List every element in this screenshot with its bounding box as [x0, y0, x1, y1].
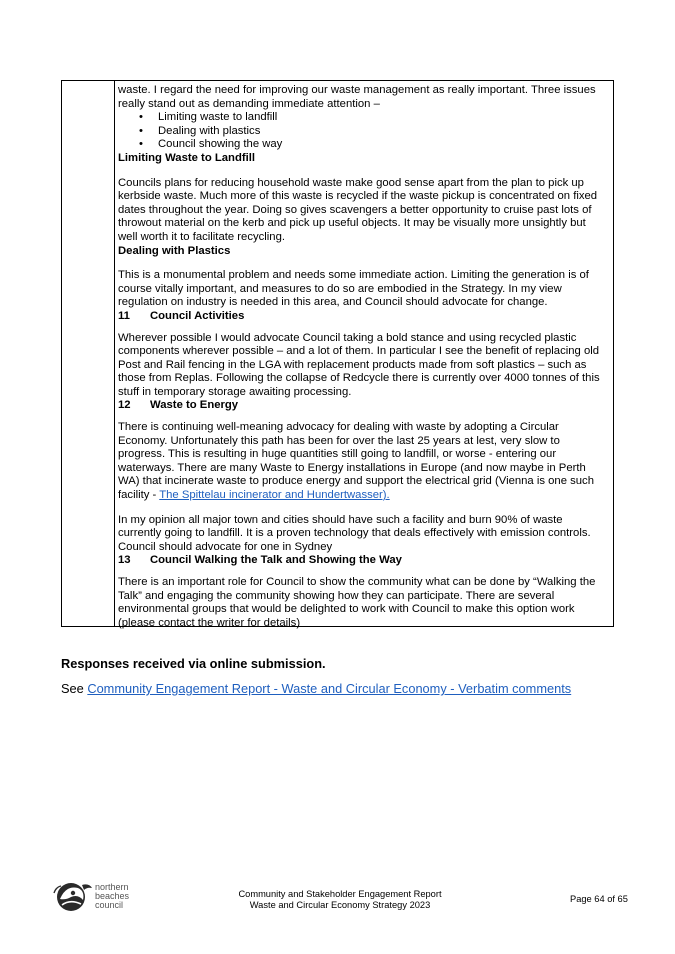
plastics-paragraph: This is a monumental problem and needs some immediate action. Limiting the generation is of course vitally important, and measures to do so are embodied in the Strategy. In my view regulation on industry is needed in this area, and Council should advocate for change. — [118, 269, 589, 309]
submission-text-cell — [118, 84, 605, 630]
energy-paragraph — [118, 421, 605, 503]
intro-paragraph: waste. I regard the need for improving our waste management as really important. Three issues really stand out as demanding immediate attention – — [118, 84, 596, 110]
section-title: Council Walking the Talk and Showing the Way — [150, 554, 402, 567]
section-title: Council Activities — [150, 309, 245, 322]
footer-title — [210, 889, 470, 911]
list-item: • Limiting waste to landfill — [158, 111, 605, 125]
limiting-heading: Limiting Waste to Landfill — [118, 151, 256, 164]
logo-line: northern — [95, 882, 129, 892]
section-12-heading — [118, 399, 605, 413]
section-number: 13 — [118, 554, 131, 567]
submission-table — [61, 80, 614, 627]
walking-paragraph: There is an important role for Council to show the community what can be done by “Walking the Talk” and engaging the community showing how they can participate. There are several environmental groups that would be delighted to work with Council to make this option work (please contact the writer for details) — [118, 576, 596, 629]
council-activities-paragraph: Wherever possible I would advocate Council taking a bold stance and using recycled plastic components wherever possible – and a lot of them. In particular I see the benefit of replacing old Post and Rail fencing in the LGA with replacement products made from soft plastics – such as those from Replas. Following the collapse of Redcycle there is currently over 4000 tonnes of this stuff in temporary storage awaiting processing. — [118, 331, 600, 398]
limiting-paragraph: Councils plans for reducing household waste make good sense apart from the plan to pick up kerbside waste. Much more of this waste is recycled if the waste pickup is concentrated on fixed dates throughout the year. Doing so gives scavengers a better opportunity to cruise past lots of throwout material on the kerb and pick up useful objects. It may be visually more unsightly but well worth it to facilitate recycling. — [118, 176, 598, 243]
council-logo-text — [95, 883, 129, 910]
verbatim-comments-link[interactable]: Community Engagement Report - Waste and Circular Economy - Verbatim comments — [87, 681, 572, 696]
responses-heading: Responses received via online submission. — [61, 656, 326, 671]
council-logo-icon — [52, 879, 94, 913]
logo-line: council — [95, 900, 124, 910]
opinion-paragraph: In my opinion all major town and cities should have such a facility and burn 90% of waste currently going to landfill. It is a proven technology that deals effectively with emission controls. Council should advocate for one in Sydney — [118, 513, 591, 553]
footer-strategy-name: Waste and Circular Economy Strategy 2023 — [249, 900, 431, 910]
column-divider — [114, 81, 115, 626]
section-title: Waste to Energy — [150, 399, 239, 412]
plastics-heading: Dealing with Plastics — [118, 244, 231, 257]
section-number: 12 — [118, 399, 131, 412]
section-13-heading — [118, 554, 605, 568]
list-item: • Council showing the way — [158, 138, 605, 152]
energy-text: There is continuing well-meaning advocacy for dealing with waste by adopting a Circular Economy. Unfortunately this path has been for over the last 25 years at lest, very slow to progress. This is resulting in huge quantities still going to landfill, or worse - entering our waterways. There are many Waste to Energy installations in Europe (and now maybe in Perth WA) that incinerate waste to produce energy and support the electrical grid (Vienna is one such facility - — [118, 421, 594, 502]
see-prefix: See — [61, 681, 88, 696]
section-number: 11 — [118, 309, 130, 322]
spittelau-link[interactable]: The Spittelau incinerator and Hundertwasser). — [159, 489, 390, 502]
see-line — [61, 681, 571, 696]
logo-line: beaches — [95, 891, 130, 901]
list-item: • Dealing with plastics — [158, 125, 605, 139]
section-11-heading — [118, 310, 605, 324]
issues-list — [118, 111, 605, 152]
page-number: Page 64 of 65 — [570, 894, 628, 904]
footer-report-name: Community and Stakeholder Engagement Report — [238, 889, 442, 899]
